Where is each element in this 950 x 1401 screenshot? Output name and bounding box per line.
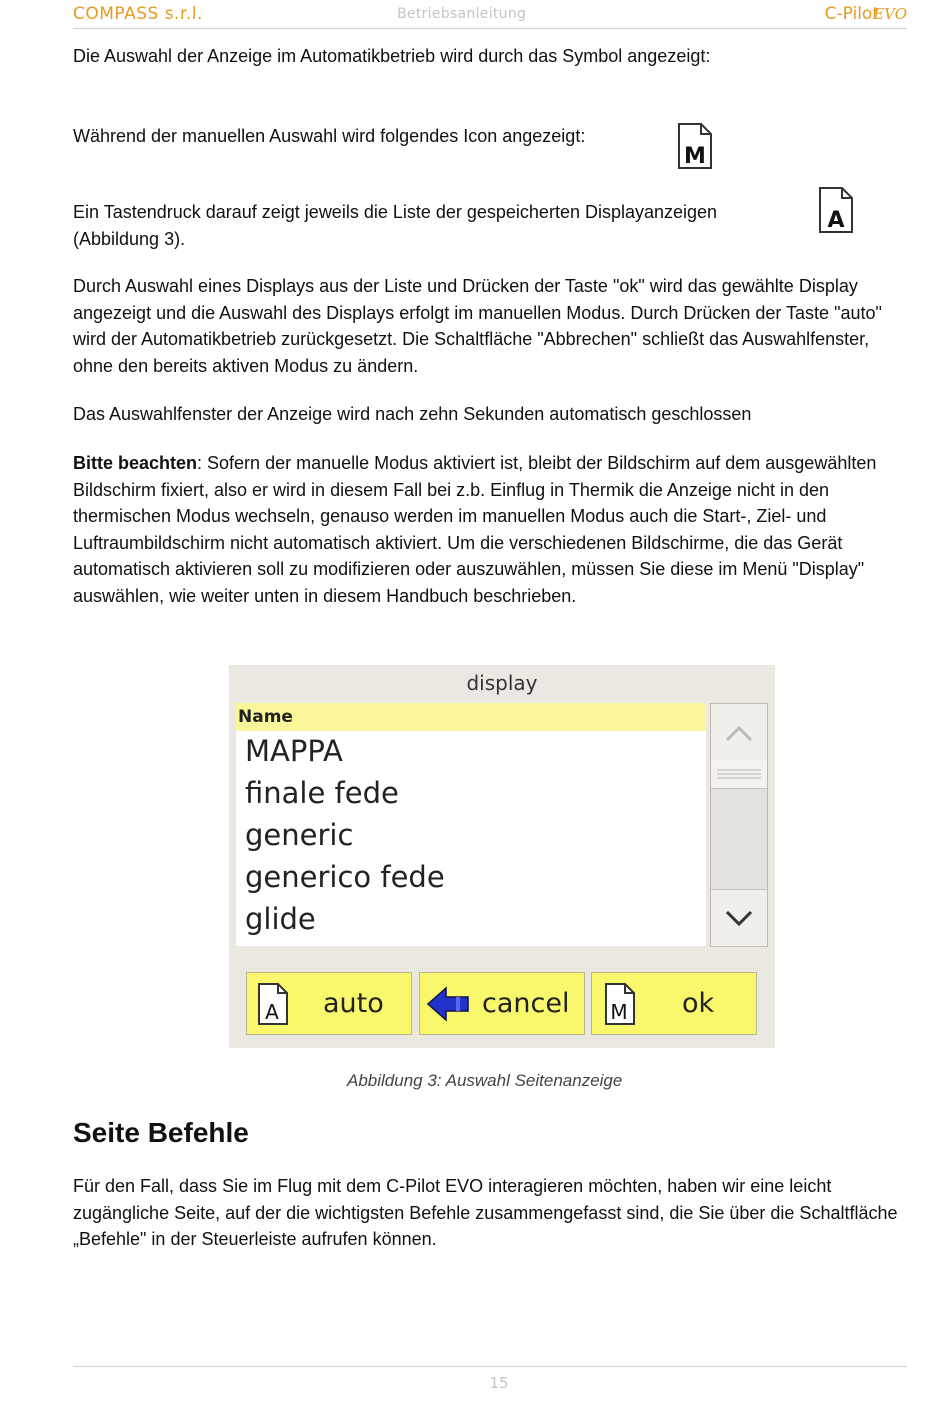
chevron-down-icon: [711, 890, 767, 946]
list-item[interactable]: MAPPA: [245, 734, 343, 768]
list-column-header: Name: [236, 703, 706, 731]
paragraph-keypress: Ein Tastendruck darauf zeigt jeweils die Liste der gespeicherten Displayanzeigen (Abbildung 3).: [73, 202, 718, 249]
svg-text:A: A: [265, 1000, 279, 1024]
svg-text:M: M: [610, 1000, 628, 1024]
footer-divider: [73, 1366, 907, 1367]
ok-button[interactable]: [591, 972, 757, 1035]
list-item[interactable]: finale fede: [245, 776, 399, 810]
list-item[interactable]: generico fede: [245, 860, 445, 894]
manual-doc-icon: [604, 983, 636, 1025]
paragraph-note: [73, 450, 913, 610]
manual-icon-letter: M: [684, 144, 706, 169]
grip-icon: [711, 760, 767, 788]
paragraph-auto-symbol: Die Auswahl der Anzeige im Automatikbetrieb wird durch das Symbol angezeigt:: [73, 46, 711, 66]
company-name: COMPASS s.r.l.: [73, 4, 203, 24]
display-list[interactable]: [236, 703, 706, 946]
scroll-up-button[interactable]: [711, 704, 767, 761]
note-label: Bitte beachten: [73, 453, 198, 473]
auto-button[interactable]: [246, 972, 412, 1035]
chevron-up-icon: [711, 704, 767, 760]
product-suffix: EVO: [873, 5, 907, 23]
product-name: C-Pilot: [824, 4, 879, 24]
section-heading: Seite Befehle: [73, 1117, 249, 1148]
display-selection-screenshot: [229, 665, 775, 1048]
page-number: 15: [489, 1374, 509, 1392]
scroll-thumb[interactable]: [711, 760, 767, 789]
figure-caption: Abbildung 3: Auswahl Seitenanzeige: [347, 1071, 623, 1090]
auto-doc-icon: [257, 983, 289, 1025]
scroll-down-button[interactable]: [711, 889, 767, 946]
arrow-left-icon: [426, 986, 470, 1022]
auto-button-label: auto: [323, 988, 384, 1019]
document-title: Betriebsanleitung: [397, 6, 527, 22]
list-scrollbar[interactable]: [710, 703, 768, 947]
paragraph-timeout: Das Auswahlfenster der Anzeige wird nach zehn Sekunden automatisch geschlossen: [73, 404, 752, 424]
auto-icon-letter: A: [827, 208, 845, 233]
ok-button-label: ok: [682, 988, 715, 1019]
page-header: [73, 2, 907, 29]
auto-mode-icon: [818, 187, 854, 233]
note-text: : Sofern der manuelle Modus aktiviert ist, bleibt der Bildschirm auf dem ausgewählten Bildschirm fixiert, also er wird in diesem Fall bei z.b. Einflug in Thermik die Anzeige nicht in den thermischen Modus wechseln, genauso werden im manuellen Modus auch die Start-, Ziel- und Luftraumbildschirm nicht automatisch aktiviert. Um die verschiedenen Bildschirme, die das Gerät automatisch aktivieren soll zu modifizieren oder auszuwählen, müssen Sie diese im Menü "Display" auswählen, wie weiter unten in diesem Handbuch beschrieben.: [73, 453, 877, 606]
paragraph-manual-icon: Während der manuellen Auswahl wird folgendes Icon angezeigt:: [73, 126, 586, 146]
list-item[interactable]: glide: [245, 902, 316, 936]
list-item[interactable]: generic: [245, 818, 354, 852]
cancel-button-label: cancel: [482, 988, 570, 1019]
cancel-button[interactable]: [419, 972, 585, 1035]
manual-mode-icon: [677, 123, 713, 169]
paragraph-commands: Für den Fall, dass Sie im Flug mit dem C-Pilot EVO interagieren möchten, haben wir eine leicht zugängliche Seite, auf der die wichtigsten Befehle zusammengefasst sind, die Sie über die Schaltfläche „Befehle" in der Steuerleiste aufrufen können.: [73, 1176, 898, 1250]
window-title: display: [466, 671, 538, 695]
paragraph-selection: Durch Auswahl eines Displays aus der Liste und Drücken der Taste "ok" wird das gewählte Display angezeigt und die Auswahl des Displays erfolgt im manuellen Modus. Durch Drücken der Taste "auto" wird der Automatikbetrieb zurückgesetzt. Die Schaltfläche "Abbrechen" schließt das Auswahlfenster, ohne den bereits aktiven Modus zu ändern.: [73, 276, 882, 376]
